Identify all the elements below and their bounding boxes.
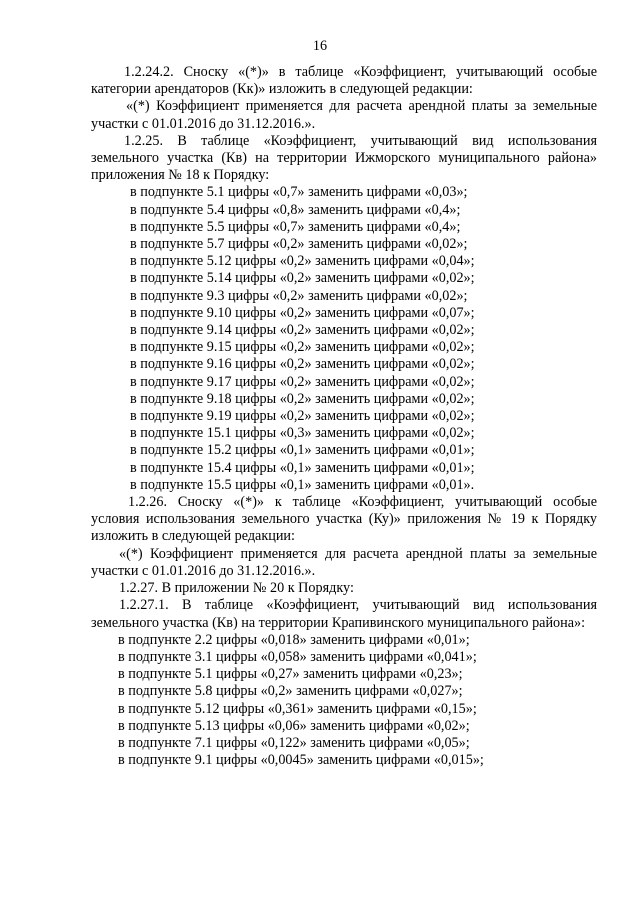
amendment-list <box>91 184 597 494</box>
list-item: в подпункте 5.5 цифры «0,7» заменить цифрами «0,4»; <box>130 218 461 235</box>
list-item: в подпункте 9.14 цифры «0,2» заменить цифрами «0,02»; <box>130 322 475 339</box>
list-item: в подпункте 5.12 цифры «0,361» заменить цифрами «0,15»; <box>118 700 477 717</box>
list-item: в подпункте 15.1 цифры «0,3» заменить цифрами «0,02»; <box>130 425 475 442</box>
paragraph: 1.2.27.1. В таблице «Коэффициент, учитывающий вид использования земельного участка (Кв) на территории Крапивинского муниципального района»: <box>91 597 597 631</box>
document-body <box>91 64 597 769</box>
list-item: в подпункте 5.13 цифры «0,06» заменить цифрами «0,02»; <box>118 717 470 734</box>
list-item: в подпункте 5.8 цифры «0,2» заменить цифрами «0,027»; <box>118 683 463 700</box>
list-item: в подпункте 9.1 цифры «0,0045» заменить цифрами «0,015»; <box>118 752 484 769</box>
list-item: в подпункте 5.14 цифры «0,2» заменить цифрами «0,02»; <box>130 270 475 287</box>
list-item: в подпункте 3.1 цифры «0,058» заменить цифрами «0,041»; <box>118 648 477 665</box>
paragraph: «(*) Коэффициент применяется для расчета арендной платы за земельные участки с 01.01.2016 до 31.12.2016.». <box>91 545 597 579</box>
page-number: 16 <box>312 38 328 54</box>
list-item: в подпункте 9.16 цифры «0,2» заменить цифрами «0,02»; <box>130 356 475 373</box>
list-item: в подпункте 15.4 цифры «0,1» заменить цифрами «0,01»; <box>130 459 475 476</box>
list-item: в подпункте 9.18 цифры «0,2» заменить цифрами «0,02»; <box>130 390 475 407</box>
list-item: в подпункте 15.2 цифры «0,1» заменить цифрами «0,01»; <box>130 442 475 459</box>
paragraph: 1.2.24.2. Сноску «(*)» в таблице «Коэффициент, учитывающий особые категории арендаторов (Кк)» изложить в следующей редакции: <box>91 64 597 98</box>
list-item: в подпункте 15.5 цифры «0,1» заменить цифрами «0,01». <box>130 476 475 493</box>
list-item: в подпункте 9.15 цифры «0,2» заменить цифрами «0,02»; <box>130 339 475 356</box>
list-item: в подпункте 9.3 цифры «0,2» заменить цифрами «0,02»; <box>130 287 468 304</box>
list-item: в подпункте 9.17 цифры «0,2» заменить цифрами «0,02»; <box>130 373 475 390</box>
list-item: в подпункте 5.7 цифры «0,2» заменить цифрами «0,02»; <box>130 236 468 253</box>
paragraph: 1.2.26. Сноску «(*)» к таблице «Коэффициент, учитывающий особые условия использования земельного участка (Ку)» приложения № 19 к Порядку изложить в следующей редакции: <box>91 494 597 545</box>
amendment-list <box>91 632 597 770</box>
list-item: в подпункте 5.12 цифры «0,2» заменить цифрами «0,04»; <box>130 253 475 270</box>
list-item: в подпункте 5.4 цифры «0,8» заменить цифрами «0,4»; <box>130 201 461 218</box>
paragraph: 1.2.25. В таблице «Коэффициент, учитывающий вид использования земельного участка (Кв) на территории Ижморского муниципального района» приложения № 18 к Порядку: <box>91 132 597 184</box>
list-item: в подпункте 5.1 цифры «0,7» заменить цифрами «0,03»; <box>130 184 468 201</box>
paragraph: «(*) Коэффициент применяется для расчета арендной платы за земельные участки с 01.01.2016 до 31.12.2016.». <box>91 98 597 132</box>
list-item: в подпункте 7.1 цифры «0,122» заменить цифрами «0,05»; <box>118 734 470 751</box>
list-item: в подпункте 5.1 цифры «0,27» заменить цифрами «0,23»; <box>118 666 463 683</box>
list-item: в подпункте 2.2 цифры «0,018» заменить цифрами «0,01»; <box>118 631 470 648</box>
list-item: в подпункте 9.19 цифры «0,2» заменить цифрами «0,02»; <box>130 408 475 425</box>
list-item: в подпункте 9.10 цифры «0,2» заменить цифрами «0,07»; <box>130 304 475 321</box>
paragraph: 1.2.27. В приложении № 20 к Порядку: <box>119 580 354 597</box>
